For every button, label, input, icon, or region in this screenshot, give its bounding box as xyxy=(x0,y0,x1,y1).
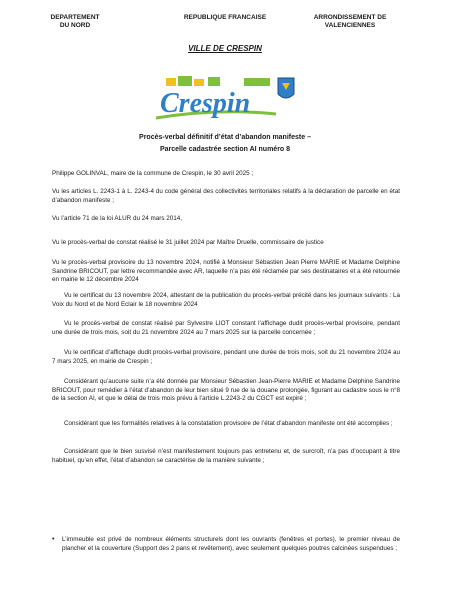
paragraph-certificat-publication: Vu le certificat du 13 novembre 2024, attestant de la publication du procès-verbal précité dans les journaux suivants : La Voix du Nord et de Nord Eclair le 18 novembre 2024 xyxy=(52,292,400,308)
department-line-2: DU NORD xyxy=(59,22,91,29)
arrondissement-header xyxy=(290,14,410,30)
department-header xyxy=(40,14,110,30)
arrondissement-line-2: VALENCIENNES xyxy=(324,22,376,29)
arrondissement-line-1: ARRONDISSEMENT DE xyxy=(313,14,387,21)
document-title-line-1: Procès-verbal définitif d’état d’abandon manifeste – xyxy=(139,134,311,141)
crespin-logo xyxy=(148,74,308,126)
document-title-line-2: Parcelle cadastrée section AI numéro 8 xyxy=(159,146,291,153)
paragraph-considerant-bien: Considérant que le bien susvisé n’est manifestement toujours pas entretenu et, de surcroît, n’a pas d’occupant à titre habituel, qu’en effet, l’état d’abandon se caractérise de la manière suivante ; xyxy=(52,448,400,464)
paragraph-loi-alur: Vu l’article 71 de la loi ALUR du 24 mars 2014, xyxy=(52,215,182,222)
paragraph-considerant-suite: Considérant qu’aucune suite n’a été donnée par Monsieur Sébastien Jean-Pierre MARIE et Madame Delphine Sandrine BRICOUT, pour remédier à l’état d’abandon de leur bien situé 9 rue de la douane prolongée, figurant au cadastre sous le n°8 de la section AI, et que le délai de trois mois prévu à l’article L.2243-2 du CGCT est expiré ; xyxy=(52,378,400,403)
paragraph-constat: Vu le procès-verbal de constat réalisé le 31 juillet 2024 par Maître Druelle, commissaire de justice xyxy=(52,239,324,246)
ville-heading: VILLE DE CRESPIN xyxy=(188,44,262,53)
paragraph-immeuble: L’immeuble est privé de nombreux éléments structurels dont les ouvrants (fenêtres et portes), le premier niveau de plancher et la couverture (Support des 2 pans et revêtement), avec seulement quelques poutres calcinées suspendues ; xyxy=(62,536,400,552)
paragraph-intro: Philippe GOLINVAL, maire de la commune de Crespin, le 30 avril 2025 ; xyxy=(52,170,254,177)
department-line-1: DEPARTEMENT xyxy=(50,14,100,21)
paragraph-considerant-formalites: Considérant que les formalités relatives à la constatation provisoire de l’état d’abandon manifeste ont été accomplies ; xyxy=(64,420,393,427)
paragraph-constat-affichage: Vu le procès-verbal de constat réalisé par Sylvestre LIOT constant l’affichage dudit procès-verbal provisoire, pendant une durée de trois mois, soit du 21 novembre 2024 au 7 mars 2025 sur la parcelle concernée ; xyxy=(52,320,400,336)
paragraph-articles: Vu les articles L. 2243-1 à L. 2243-4 du code général des collectivités territoriales relatifs à la déclaration de parcelle en état d’abandon manifeste ; xyxy=(52,188,400,204)
paragraph-certificat-affichage: Vu le certificat d’affichage dudit procès-verbal provisoire, pendant une durée de trois mois, soit du 21 novembre 2024 au 7 mars 2025, en mairie de Crespin ; xyxy=(52,349,400,365)
bullet-marker: • xyxy=(52,536,55,543)
logo-text: Crespin xyxy=(160,88,251,119)
paragraph-pv-provisoire: Vu le procès-verbal provisoire du 13 novembre 2024, notifié à Monsieur Sébastien Jean Pierre MARIE et Madame Delphine Sandrine BRICOUT, par lettre recommandée avec AR, laquelle n’a pas été réclamée par ses destinataires et a été retournée en mairie le 12 décembre 2024 xyxy=(52,259,400,284)
republic-header: REPUBLIQUE FRANCAISE xyxy=(183,14,267,21)
